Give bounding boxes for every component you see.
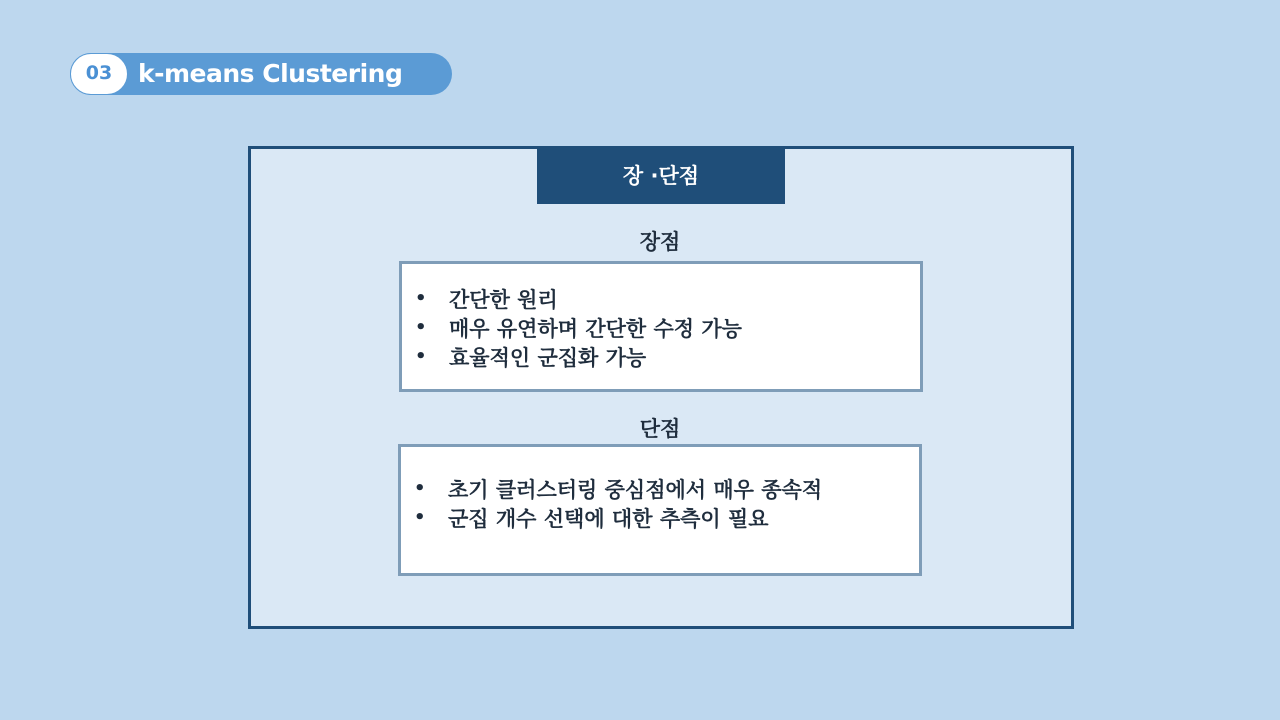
section-number-badge: 03 (70, 53, 128, 95)
bullet-icon: • (415, 346, 427, 367)
cons-list (414, 474, 822, 532)
cons-heading: 단점 (639, 417, 681, 441)
section-header (70, 53, 452, 95)
bullet-icon: • (415, 317, 427, 338)
list-item: • 초기 클러스터링 중심점에서 매우 종속적 (414, 477, 823, 502)
pros-heading: 장점 (639, 230, 681, 254)
bullet-icon: • (414, 478, 426, 499)
list-item: • 매우 유연하며 간단한 수정 가능 (415, 316, 742, 341)
panel-title: 장 ·단점 (537, 148, 785, 204)
bullet-icon: • (415, 288, 427, 309)
pros-box (399, 261, 923, 392)
section-title: k-means Clustering (138, 59, 403, 88)
pros-list (415, 284, 742, 371)
list-item: • 간단한 원리 (415, 287, 558, 312)
list-item: • 군집 개수 선택에 대한 추측이 필요 (414, 506, 769, 531)
cons-box (398, 444, 922, 576)
bullet-icon: • (414, 507, 426, 528)
list-item: • 효율적인 군집화 가능 (415, 345, 647, 370)
